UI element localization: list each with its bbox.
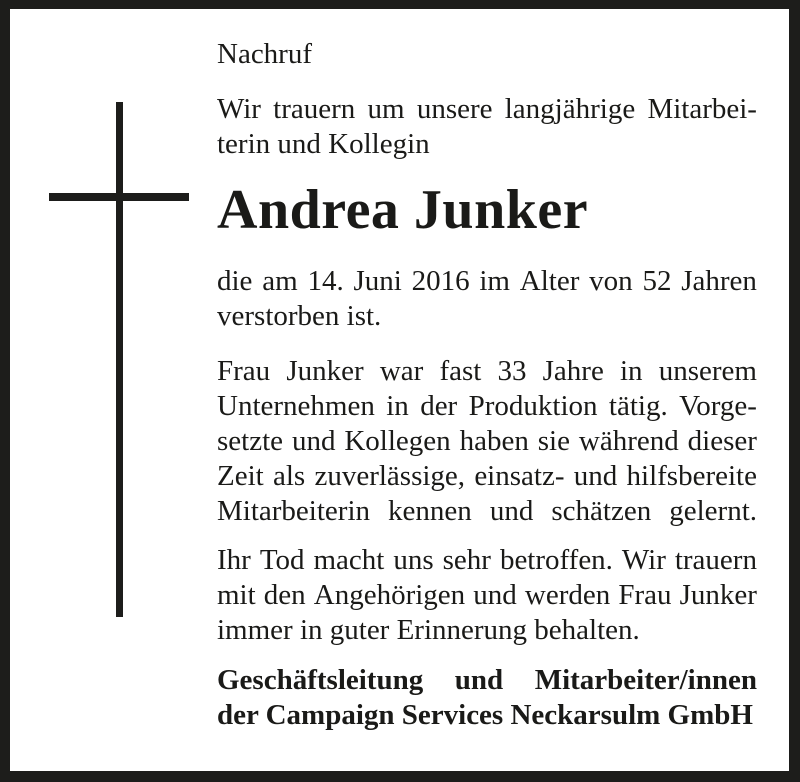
word: fast bbox=[439, 355, 482, 387]
word: kennen bbox=[388, 495, 472, 527]
word: der bbox=[420, 390, 458, 422]
word: um bbox=[367, 93, 405, 125]
word: Vorge- bbox=[679, 390, 757, 422]
word: Frau bbox=[217, 355, 271, 387]
cross-horizontal-bar bbox=[49, 193, 189, 201]
word: Frau bbox=[618, 579, 672, 611]
word: tätig. bbox=[608, 390, 668, 422]
word: Junker bbox=[679, 579, 757, 611]
word: und bbox=[291, 425, 336, 457]
word: uns bbox=[393, 544, 434, 576]
word: Mitarbeiter/innen bbox=[534, 664, 757, 696]
word: in bbox=[619, 355, 643, 387]
word: unsere bbox=[416, 93, 493, 125]
word: Produktion bbox=[468, 390, 598, 422]
word: dieser bbox=[687, 425, 757, 457]
obituary-kicker: Nachruf bbox=[217, 38, 313, 70]
word: Mitarbeiterin bbox=[217, 495, 371, 527]
deceased-name-heading: Andrea Junker bbox=[217, 179, 589, 241]
word: Juni bbox=[353, 265, 402, 297]
text-line: verstorben ist. bbox=[217, 300, 382, 332]
word: und bbox=[489, 495, 534, 527]
word: setzte bbox=[217, 425, 284, 457]
word: Kollegen bbox=[344, 425, 451, 457]
word: 52 bbox=[642, 265, 672, 297]
word: am bbox=[262, 265, 298, 297]
word: als bbox=[272, 460, 306, 492]
text-line bbox=[217, 389, 757, 424]
word: 2016 bbox=[411, 265, 470, 297]
word: in bbox=[386, 390, 409, 422]
word: im bbox=[479, 265, 510, 297]
death-info-paragraph bbox=[217, 264, 757, 334]
word: Unternehmen bbox=[217, 390, 375, 422]
signature-block bbox=[217, 663, 757, 733]
word: den bbox=[263, 579, 306, 611]
text-line bbox=[217, 92, 757, 127]
word: langjährige bbox=[504, 93, 636, 125]
word: Zeit bbox=[217, 460, 264, 492]
word: Wir bbox=[621, 544, 666, 576]
word: Alter bbox=[519, 265, 580, 297]
word: trauern bbox=[273, 93, 356, 125]
text-line: der Campaign Services Neckarsulm GmbH bbox=[217, 699, 753, 731]
text-line: terin und Kollegin bbox=[217, 128, 430, 160]
word: war bbox=[379, 355, 424, 387]
condolence-paragraph bbox=[217, 543, 757, 648]
word: Junker bbox=[286, 355, 364, 387]
word: mit bbox=[217, 579, 256, 611]
word: gelernt. bbox=[669, 495, 757, 527]
word: 14. bbox=[307, 265, 344, 297]
word: sehr bbox=[442, 544, 491, 576]
word: Wir bbox=[217, 93, 261, 125]
text-line bbox=[217, 264, 757, 299]
word: Tod bbox=[259, 544, 305, 576]
word: einsatz- bbox=[474, 460, 565, 492]
word: macht bbox=[313, 544, 385, 576]
word: 33 bbox=[497, 355, 527, 387]
text-line bbox=[217, 424, 757, 459]
word: werden bbox=[524, 579, 611, 611]
word: Jahre bbox=[542, 355, 604, 387]
word: betroffen. bbox=[499, 544, 613, 576]
word: schätzen bbox=[551, 495, 652, 527]
word: und bbox=[573, 460, 618, 492]
word: Mitarbei- bbox=[647, 93, 757, 125]
word: unserem bbox=[658, 355, 757, 387]
text-line: immer in guter Erinnerung behalten. bbox=[217, 614, 640, 646]
word: hilfsbereite bbox=[626, 460, 757, 492]
word: trauern bbox=[674, 544, 757, 576]
word: haben bbox=[459, 425, 529, 457]
word: sie bbox=[537, 425, 570, 457]
word: Geschäftsleitung bbox=[217, 664, 424, 696]
intro-paragraph bbox=[217, 92, 757, 162]
text-line bbox=[217, 459, 757, 494]
text-line bbox=[217, 354, 757, 389]
word: Jahren bbox=[681, 265, 757, 297]
text-line bbox=[217, 543, 757, 578]
word: und bbox=[473, 579, 517, 611]
word: Ihr bbox=[217, 544, 251, 576]
text-line bbox=[217, 494, 757, 529]
tribute-paragraph bbox=[217, 354, 757, 529]
text-line bbox=[217, 578, 757, 613]
word: die bbox=[217, 265, 253, 297]
word: während bbox=[578, 425, 679, 457]
word: zuverlässige, bbox=[314, 460, 466, 492]
word: Angehörigen bbox=[313, 579, 466, 611]
cross-vertical-bar bbox=[116, 102, 123, 617]
word: und bbox=[454, 664, 504, 696]
word: von bbox=[589, 265, 633, 297]
text-line bbox=[217, 663, 757, 698]
